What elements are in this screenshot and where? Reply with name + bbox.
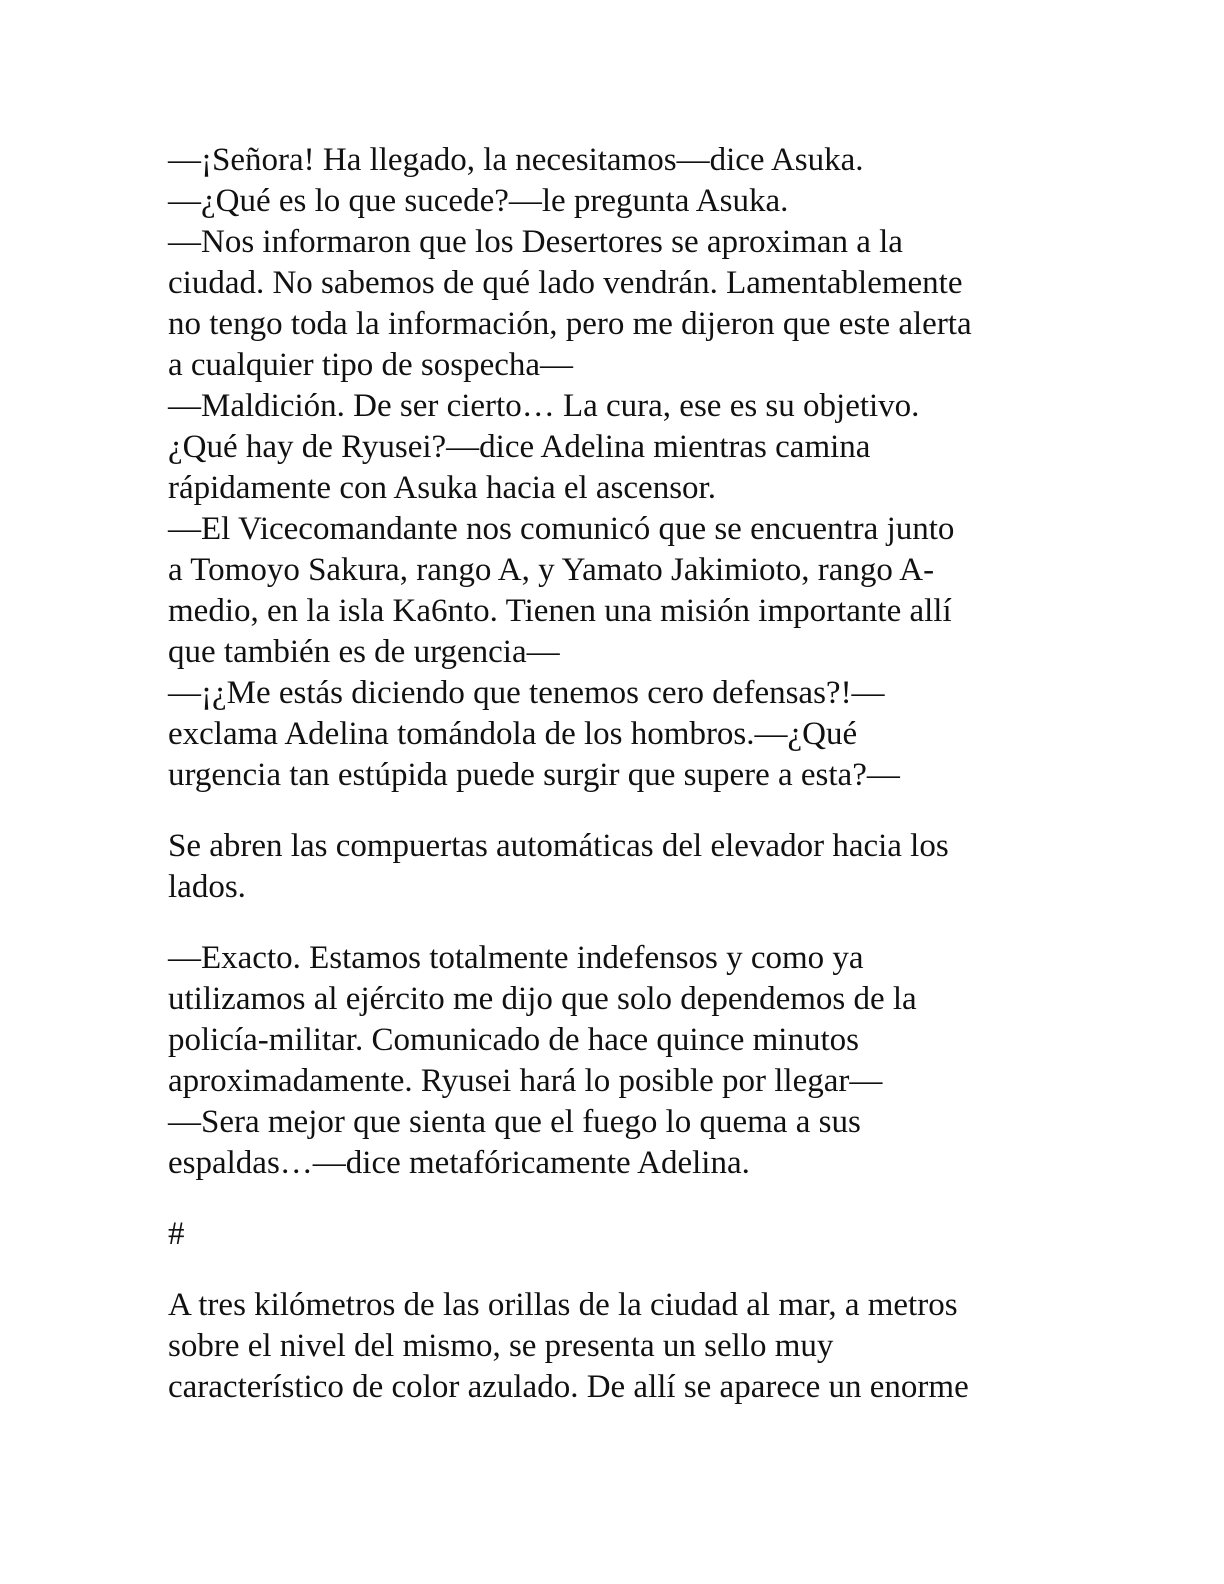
narration-block-1 [168,826,1058,908]
dialogue-block-2 [168,938,1058,1184]
text-line: Se abren las compuertas automáticas del elevador hacia los [168,828,949,864]
text-line: aproximadamente. Ryusei hará lo posible por llegar— [168,1063,883,1099]
text-line: a Tomoyo Sakura, rango A, y Yamato Jakimioto, rango A- [168,552,935,588]
paragraph-gap [168,1255,1058,1285]
text-line: urgencia tan estúpida puede surgir que supere a esta?— [168,757,900,793]
text-line: A tres kilómetros de las orillas de la ciudad al mar, a metros [168,1287,958,1323]
separator-mark: # [168,1216,185,1252]
paragraph-gap [168,796,1058,826]
text-line: medio, en la isla Ka6nto. Tienen una misión importante allí [168,593,952,629]
paragraph-gap [168,908,1058,938]
dialogue-block-1 [168,140,1058,796]
text-line: —Maldición. De ser cierto… La cura, ese es su objetivo. [168,388,920,424]
text-line: ¿Qué hay de Ryusei?—dice Adelina mientras camina [168,429,871,465]
text-line: —Nos informaron que los Desertores se aproximan a la [168,224,903,260]
text-line: espaldas…—dice metafóricamente Adelina. [168,1145,750,1181]
text-line: —¡Señora! Ha llegado, la necesitamos—dice Asuka. [168,142,864,178]
document-page [168,140,1058,1408]
text-line: —¡¿Me estás diciendo que tenemos cero defensas?!— [168,675,885,711]
text-line: —¿Qué es lo que sucede?—le pregunta Asuka. [168,183,789,219]
text-line: —Exacto. Estamos totalmente indefensos y como ya [168,940,864,976]
text-line: lados. [168,869,246,905]
text-line: a cualquier tipo de sospecha— [168,347,574,383]
paragraph-gap [168,1184,1058,1214]
scene-separator [168,1214,1058,1255]
text-line: no tengo toda la información, pero me dijeron que este alerta [168,306,972,342]
narration-block-2 [168,1285,1058,1408]
text-line: rápidamente con Asuka hacia el ascensor. [168,470,716,506]
text-line: utilizamos al ejército me dijo que solo dependemos de la [168,981,917,1017]
text-line: característico de color azulado. De allí se aparece un enorme [168,1369,969,1405]
text-line: —Sera mejor que sienta que el fuego lo quema a sus [168,1104,861,1140]
text-line: sobre el nivel del mismo, se presenta un sello muy [168,1328,834,1364]
text-line: —El Vicecomandante nos comunicó que se encuentra junto [168,511,955,547]
text-line: exclama Adelina tomándola de los hombros.—¿Qué [168,716,858,752]
text-line: ciudad. No sabemos de qué lado vendrán. Lamentablemente [168,265,963,301]
text-line: que también es de urgencia— [168,634,560,670]
text-line: policía-militar. Comunicado de hace quince minutos [168,1022,859,1058]
